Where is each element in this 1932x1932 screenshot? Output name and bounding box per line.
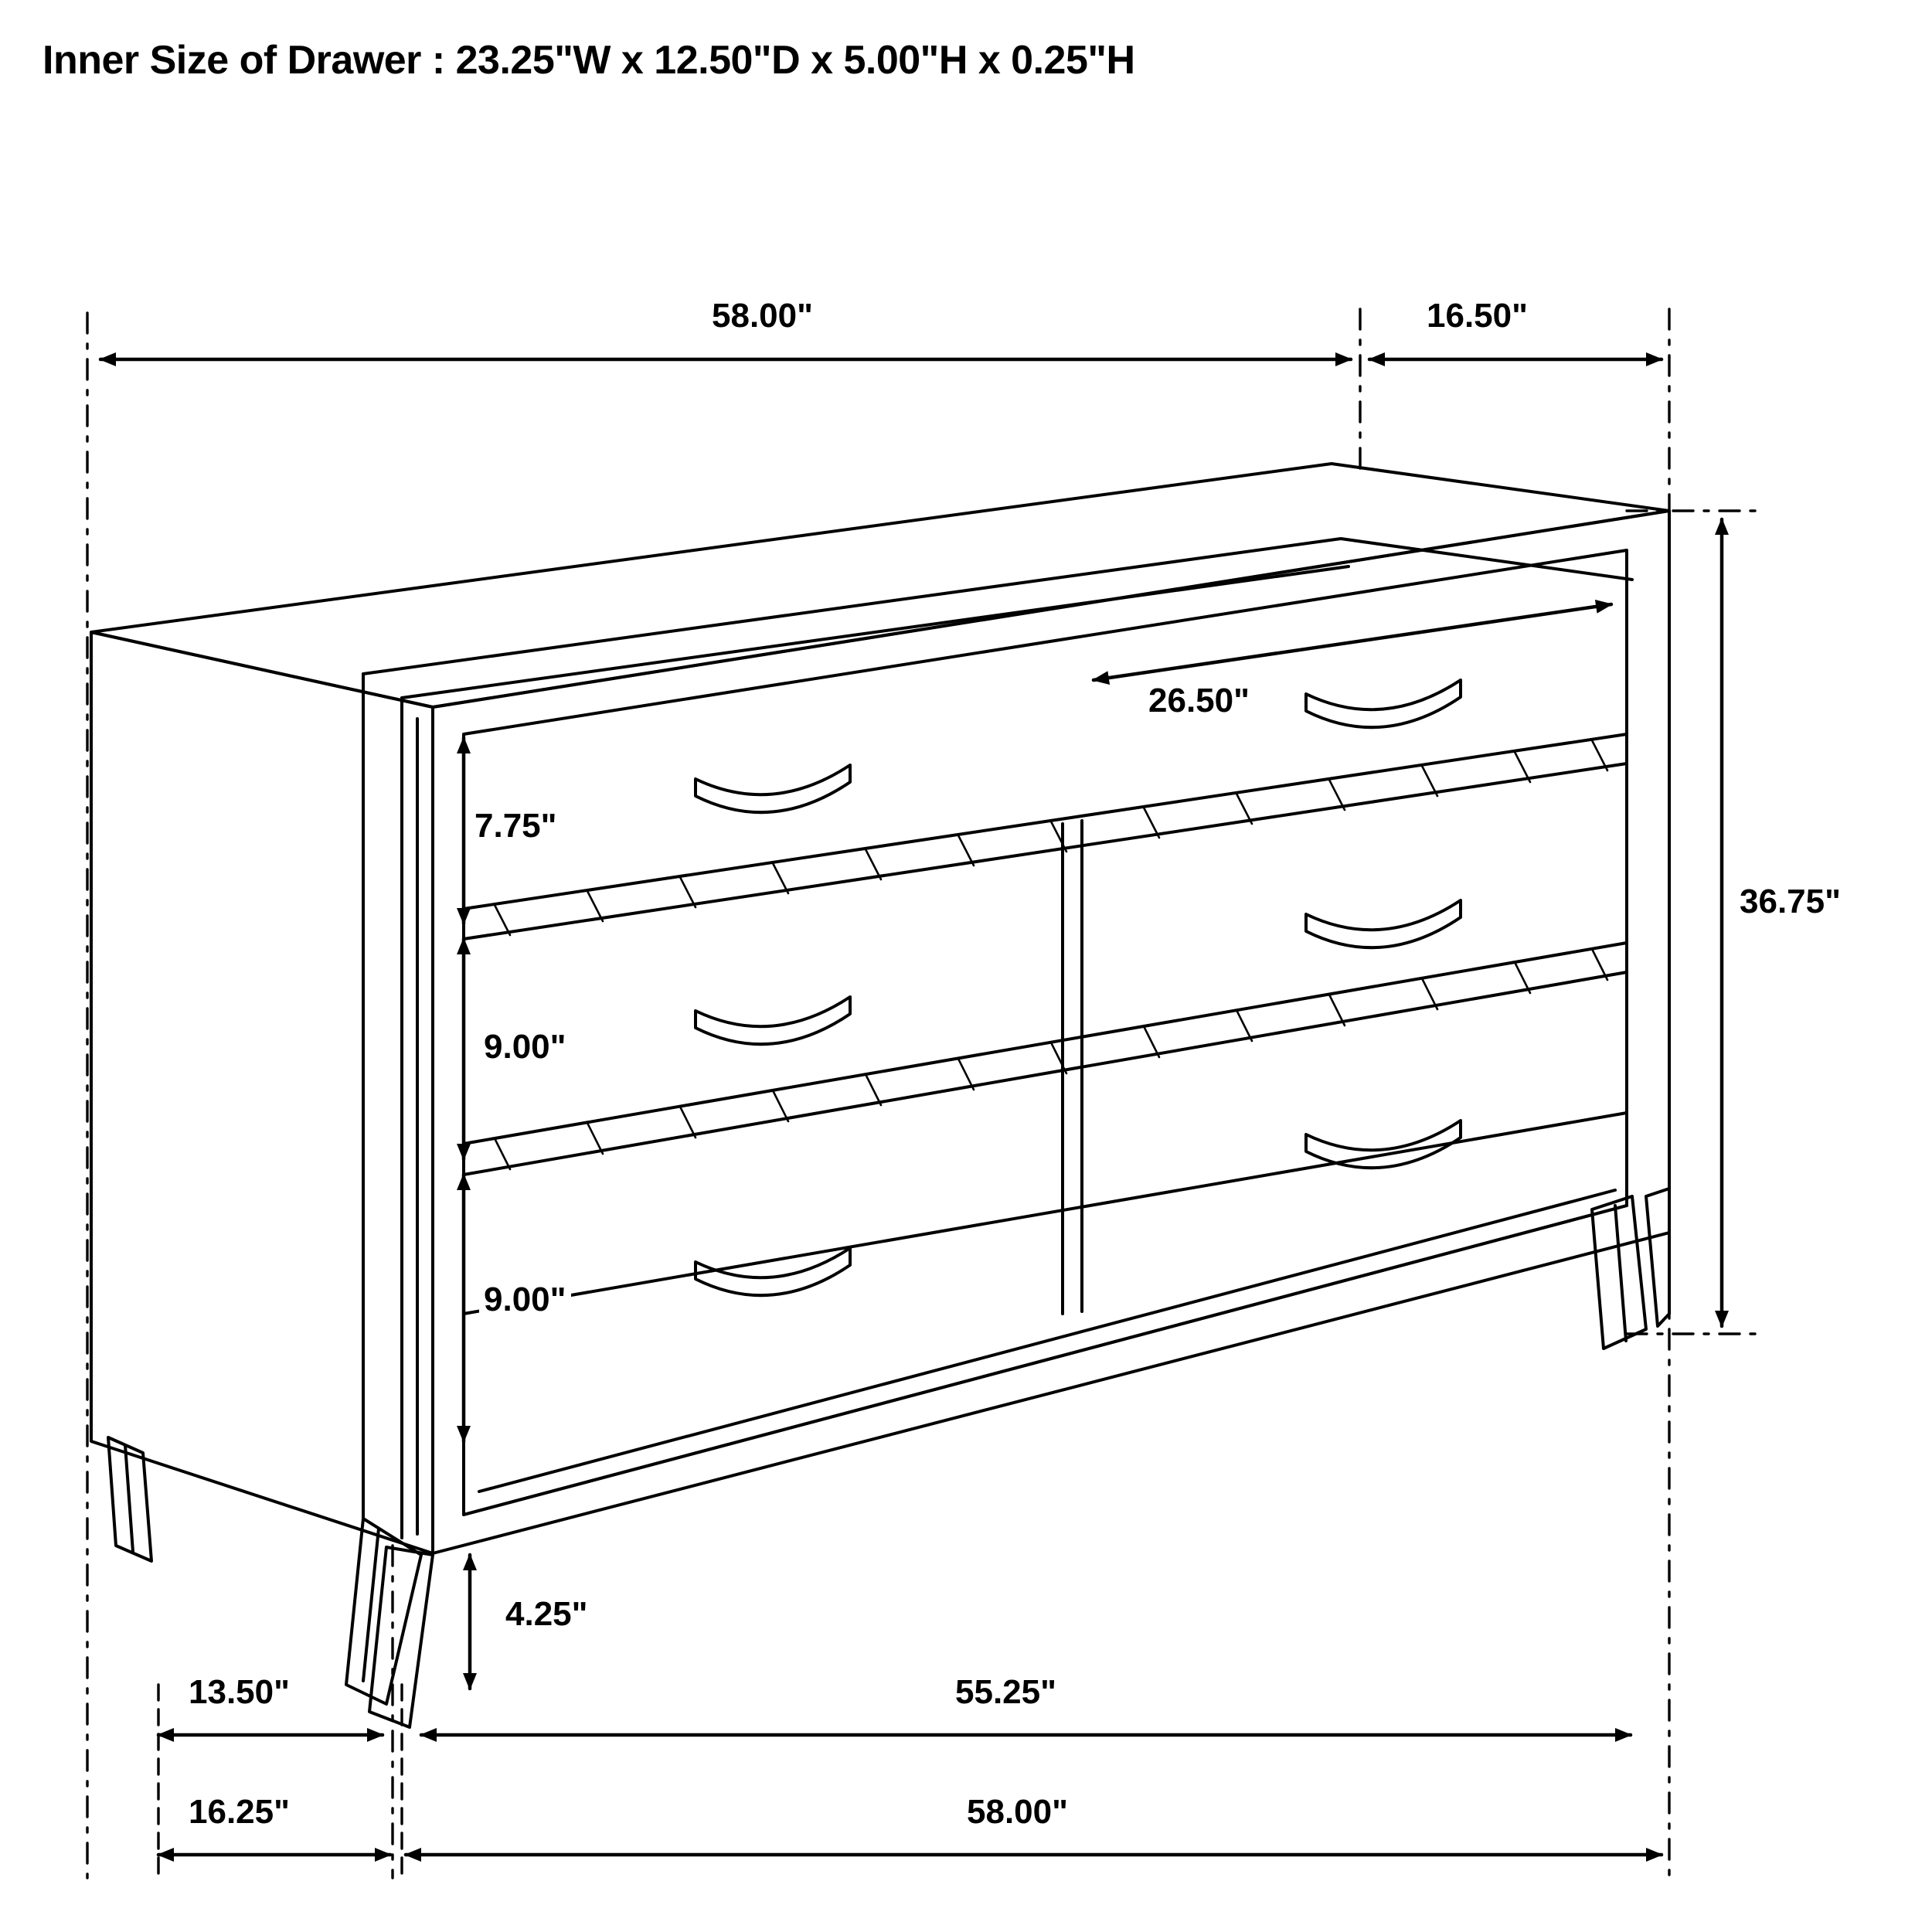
dim-drawer-width: 26.50": [1144, 680, 1254, 722]
leg-front-left: [346, 1519, 421, 1704]
dimension-lines: [100, 359, 1722, 1855]
dresser-top-surface: [91, 464, 1669, 707]
dim-base-depth: 13.50": [184, 1672, 294, 1713]
dim-leg-height: 4.25": [501, 1594, 593, 1635]
dim-drawer-h-top: 7.75": [470, 805, 562, 847]
dim-overall-height: 36.75": [1735, 881, 1845, 923]
drawer-pull-icon: [696, 765, 850, 812]
dim-top-depth: 16.50": [1422, 295, 1532, 337]
drawer-pull-icon: [696, 997, 850, 1044]
dim-top-width: 58.00": [707, 295, 818, 337]
drawer-pull-icon: [1306, 680, 1461, 727]
dim-base-width-inner: 55.25": [951, 1672, 1061, 1713]
page-title: Inner Size of Drawer : 23.25"W x 12.50"D x 5.00"H x 0.25"H: [43, 38, 1135, 83]
drawer-pull-group: [696, 680, 1461, 1295]
leg-back-right: [1646, 1189, 1669, 1326]
drawer-pull-icon: [696, 1248, 850, 1295]
drawer-divider-2: [464, 943, 1627, 1144]
dim-foot-depth: 16.25": [184, 1791, 294, 1833]
drawer-pull-icon: [1306, 900, 1461, 947]
dim-base-width-outer: 58.00": [962, 1791, 1073, 1833]
drawer-divider-1: [464, 734, 1627, 909]
dresser-left-side: [91, 632, 433, 1553]
dim-drawer-h-mid: 9.00": [479, 1026, 571, 1068]
dim-drawer-h-bottom: 9.00": [479, 1279, 571, 1321]
